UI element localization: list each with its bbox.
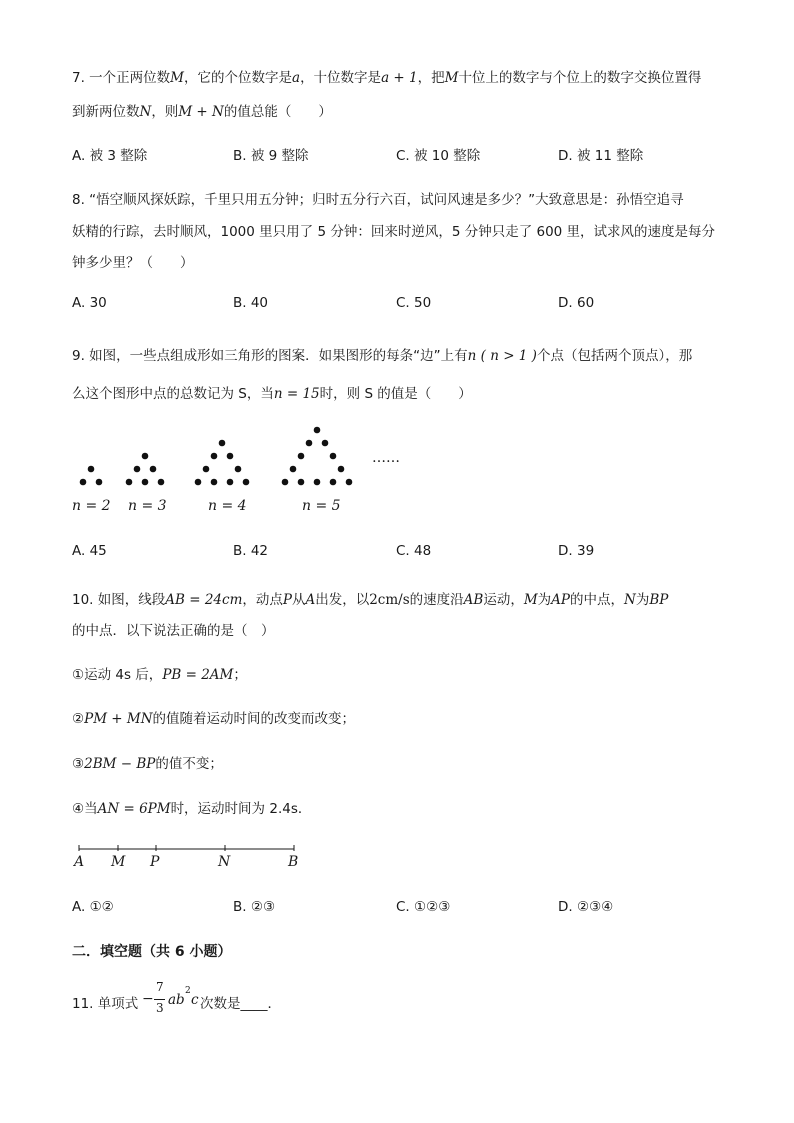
q8-option-c: C. 50 xyxy=(396,295,432,311)
q10-segment-figure xyxy=(70,840,310,872)
q11-fraction-bar xyxy=(154,999,165,1000)
q9-line1: 9. 如图，一些点组成形如三角形的图案．如果图形的每条“边”上有n ( n > 1 )个点（包括两个顶点），那 xyxy=(72,348,693,364)
q10-label-a: A xyxy=(74,854,85,870)
q9-label-n4: n = 4 xyxy=(208,498,247,514)
q9-dot xyxy=(322,440,329,447)
q9-dot xyxy=(314,479,321,486)
q9-dot xyxy=(96,479,103,486)
q7-option-b: B. 被 9 整除 xyxy=(233,148,309,164)
q10-statement-1: ①运动 4s 后，PB = 2AM； xyxy=(72,667,247,683)
q9-dot xyxy=(142,453,149,460)
q10-label-m: M xyxy=(111,854,126,870)
q7-line2: 到新两位数N，则M + N的值总能（ ） xyxy=(72,104,332,120)
q9-dot xyxy=(80,479,87,486)
q10-option-c: C. ①②③ xyxy=(396,899,451,915)
q10-line2: 的中点．以下说法正确的是（ ） xyxy=(72,623,275,639)
q9-dot xyxy=(235,466,242,473)
q9-dot xyxy=(330,453,337,460)
q10-statement-3: ③2BM − BP的值不变； xyxy=(72,756,223,772)
q10-statement-4: ④当AN = 6PM时，运动时间为 2.4s． xyxy=(72,801,312,817)
q10-option-b: B. ②③ xyxy=(233,899,276,915)
q7-option-d: D. 被 11 整除 xyxy=(558,148,644,164)
q9-dot xyxy=(243,479,250,486)
q10-option-a: A. ①② xyxy=(72,899,114,915)
q11-fraction-denominator: 3 xyxy=(156,1001,164,1015)
q9-dot xyxy=(290,466,297,473)
q7-option-c: C. 被 10 整除 xyxy=(396,148,481,164)
q8-option-b: B. 40 xyxy=(233,295,269,311)
q9-ellipsis: …… xyxy=(372,450,400,466)
q9-option-b: B. 42 xyxy=(233,543,269,559)
q10-option-d: D. ②③④ xyxy=(558,899,614,915)
q8-line1: 8. “悟空顺风探妖踪，千里只用五分钟；归时五分行六百，试问风速是多少？”大致意思是：孙悟空追寻 xyxy=(72,192,684,208)
q11-fraction-numerator: 7 xyxy=(156,980,164,994)
q10-label-b: B xyxy=(288,854,299,870)
q9-dot xyxy=(227,479,234,486)
q9-dot xyxy=(338,466,345,473)
q9-dot xyxy=(211,479,218,486)
q9-dot xyxy=(330,479,337,486)
q8-line3: 钟多少里？（ ） xyxy=(72,255,194,271)
q9-dot xyxy=(306,440,313,447)
q9-dot xyxy=(88,466,95,473)
q8-line2: 妖精的行踪，去时顺风，1000 里只用了 5 分钟：回来时逆风，5 分钟只走了 600 里，试求风的速度是每分 xyxy=(72,224,716,240)
q7-option-a: A. 被 3 整除 xyxy=(72,148,148,164)
q9-dot xyxy=(150,466,157,473)
q9-dot xyxy=(298,479,305,486)
q9-dot xyxy=(134,466,141,473)
q10-statement-2: ②PM + MN的值随着运动时间的改变而改变； xyxy=(72,711,356,727)
q9-option-a: A. 45 xyxy=(72,543,107,559)
q9-dot xyxy=(195,479,202,486)
q9-dots xyxy=(80,427,353,486)
section-2-title: 二．填空题（共 6 小题） xyxy=(72,944,232,960)
q10-line1: 10. 如图，线段AB = 24cm，动点P从A出发，以2cm/s的速度沿AB运动，M为AP的中点，N为BP xyxy=(72,592,669,608)
q9-dot xyxy=(126,479,133,486)
q9-dot xyxy=(158,479,165,486)
q9-label-n2: n = 2 xyxy=(72,498,111,514)
q9-option-d: D. 39 xyxy=(558,543,595,559)
q9-dot xyxy=(282,479,289,486)
q9-dot xyxy=(203,466,210,473)
q9-triangle-figure xyxy=(60,418,440,520)
q8-option-d: D. 60 xyxy=(558,295,595,311)
q9-dot xyxy=(227,453,234,460)
q9-dot xyxy=(142,479,149,486)
q9-label-n3: n = 3 xyxy=(128,498,167,514)
q9-dot xyxy=(346,479,353,486)
q9-line2: 么这个图形中点的总数记为 S，当n = 15时，则 S 的值是（ ） xyxy=(72,386,472,402)
q9-option-c: C. 48 xyxy=(396,543,432,559)
q9-dot xyxy=(219,440,226,447)
q9-dot xyxy=(314,427,321,434)
q9-dot xyxy=(211,453,218,460)
q7-line1: 7. 一个正两位数M，它的个位数字是a，十位数字是a + 1，把M十位上的数字与个位上的数字交换位置得 xyxy=(72,70,702,86)
q10-label-n: N xyxy=(218,854,231,870)
q9-label-n5: n = 5 xyxy=(302,498,341,514)
q10-label-p: P xyxy=(150,854,160,870)
q8-option-a: A. 30 xyxy=(72,295,107,311)
q9-dot xyxy=(298,453,305,460)
